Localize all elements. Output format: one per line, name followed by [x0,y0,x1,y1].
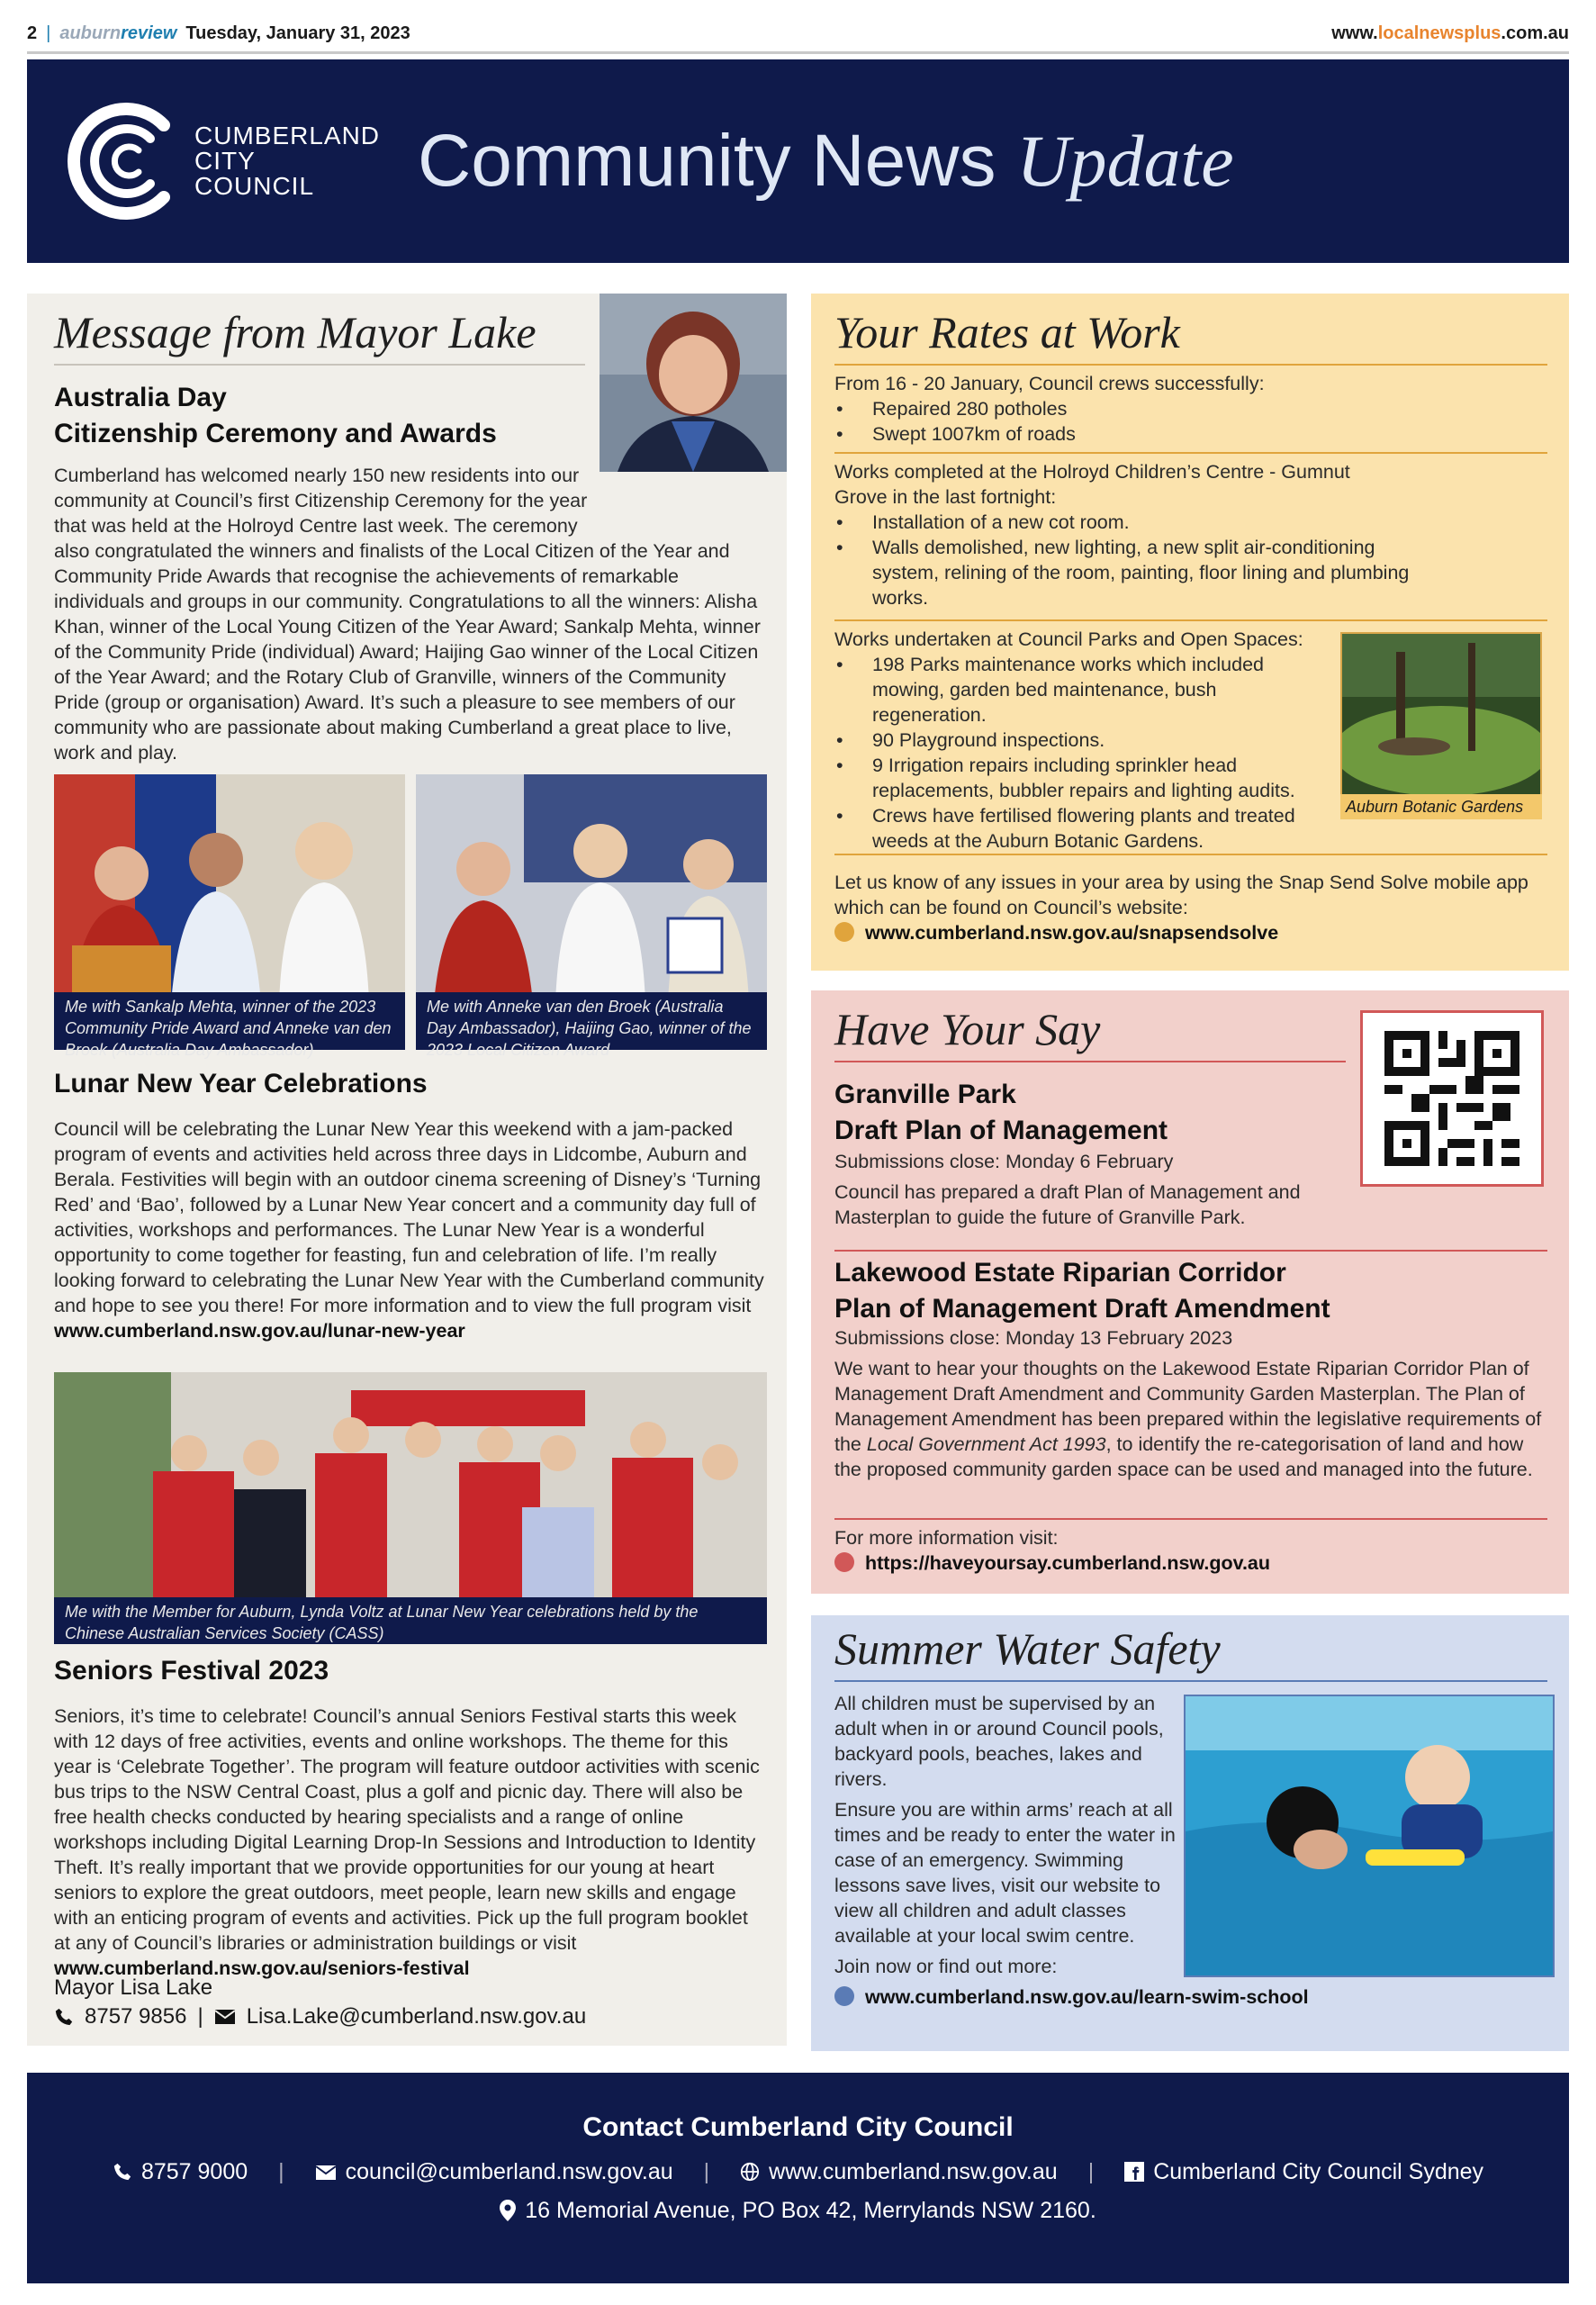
australia-day-text: Cumberland has welcomed nearly 150 new residents into our community at Council’s first Citizenship Ceremony for the year that was held at the Holroyd Centre last week. The ceremony also congratulated the winners and finalists of the Local Citizen of the Year and Community Pride Awards that recognise the achievements of remarkable individuals and groups in our community. Congratulations to all the winners: Alisha Khan, winner of the Local Young Citizen of the Year Award; Sankalp Mehta, winner of the Community Pride (individual) Award; Haijing Gao winner of the Local Citizen of the Year Award; and the Rotary Club of Granville, winners of the Community Pride (group or organisation) Award. It’s such a pleasure to see members of our community who are passionate about making Cumberland a great place to live, work and play. [54,465,761,764]
photo-botanic-gardens [1340,632,1542,798]
mayor-portrait-image [600,294,787,472]
parks-title: Works undertaken at Council Parks and Open Spaces: [834,628,1303,650]
banner-title-plain: Community News [418,120,996,202]
rates-intro-block [834,371,1547,447]
masthead-website[interactable] [1331,23,1569,44]
snap-text: Let us know of any issues in your area by using the Snap Send Solve mobile app which can be found on Council’s website: [834,872,1528,918]
rates-list-1 [834,396,1547,447]
footer-phone-group[interactable] [113,2159,248,2185]
divider [834,1250,1547,1252]
lakewood-body-b: , to identify the re-categorisation of land and how the proposed community garden space can be used and managed into the future. [834,1433,1533,1480]
site-highlight: localnewsplus [1377,23,1501,43]
water-link-row[interactable] [834,1984,1547,2010]
photo-lunar-new-year [54,1372,767,1599]
snap-link-row[interactable] [834,920,1547,945]
masthead-separator: | [46,23,51,43]
list-item: • Repaired 280 potholes [834,396,1547,421]
photo-botanic-gardens-image [1342,634,1540,796]
say-link[interactable]: https://haveyoursay.cumberland.nsw.gov.au [865,1552,1271,1574]
contact-divider: | [197,2004,203,2029]
footer-email: council@cumberland.nsw.gov.au [345,2159,673,2184]
snap-send-solve [834,870,1547,945]
header-banner [27,59,1569,263]
mayor-phone[interactable]: 8757 9856 [85,2004,187,2029]
mayor-signature: Mayor Lisa Lake [54,1975,213,2000]
masthead-left [27,23,410,44]
logo-line-1: CUMBERLAND [194,122,381,149]
rates-list-2 [834,510,1447,610]
mayor-contact-row [54,2002,756,2031]
logo-wordmark [194,122,381,200]
council-logo-icon [65,98,182,224]
photo-citizenship-2-caption: Me with Anneke van den Broek (Australia Day Ambassador), Haijing Gao, winner of the 2023 Local Citizen Award [416,992,767,1050]
seniors-title: Seniors Festival 2023 [54,1656,329,1686]
photo-lunar-caption: Me with the Member for Auburn, Lynda Voltz at Lunar New Year celebrations held by the Chinese Australian Services Society (CASS) [54,1597,767,1644]
footer-phone: 8757 9000 [140,2159,248,2184]
phone-icon [54,2007,74,2027]
footer-address-row [27,2198,1569,2224]
rates-heading: Your Rates at Work [834,306,1547,366]
more-info-label: For more information visit: [834,1527,1059,1549]
divider [834,619,1547,621]
qr-code-icon [1384,1031,1519,1166]
water-heading: Summer Water Safety [834,1623,1547,1682]
lunar-title: Lunar New Year Celebrations [54,1069,428,1098]
water-text [834,1691,1177,1979]
logo-line-2: CITY COUNCIL [194,147,315,200]
site-suffix: .com.au [1501,23,1569,43]
photo-swimming-image [1186,1696,1553,1975]
footer-divider: | [703,2159,710,2184]
water-link[interactable]: www.cumberland.nsw.gov.au/learn-swim-school [865,1986,1309,2008]
have-your-say-panel [811,990,1569,1594]
facebook-icon [1124,2162,1144,2182]
botanic-gardens-caption: Auburn Botanic Gardens [1340,794,1542,819]
footer-divider: | [278,2159,284,2184]
water-para-2: Ensure you are within arms’ reach at all times and be ready to enter the water in case of an emergency. Swimming lessons save lives, visit our website to view all children and adult classes available at your local swim centre. [834,1799,1176,1947]
granville-title-line-1: Granville Park [834,1080,1016,1109]
mayor-email[interactable]: Lisa.Lake@cumberland.nsw.gov.au [246,2004,587,2029]
envelope-icon [214,2009,236,2025]
footer-title: Contact Cumberland City Council [582,2112,1014,2142]
qr-code[interactable] [1360,1010,1544,1187]
granville-body: Council has prepared a draft Plan of Management and Masterplan to guide the future of Granville Park. [834,1181,1301,1228]
lakewood-title-line-1: Lakewood Estate Riparian Corridor [834,1258,1286,1288]
list-item: • 198 Parks maintenance works which included mowing, garden bed maintenance, bush regeneration. [834,652,1312,728]
footer-website-group[interactable] [740,2159,1058,2185]
rates-list-3 [834,652,1312,854]
mayor-portrait [600,294,787,472]
rates-panel [811,294,1569,971]
footer-website: www.cumberland.nsw.gov.au [769,2159,1058,2184]
divider [834,1518,1547,1520]
mayor-column [27,294,787,2046]
works-title: Works completed at the Holroyd Children’s Centre - Gumnut Grove in the last fortnight: [834,461,1350,508]
list-item: • Walls demolished, new lighting, a new split air-conditioning system, relining of the room, painting, floor lining and plumbing works. [834,535,1447,610]
photo-swimming [1184,1695,1555,1977]
snap-link[interactable]: www.cumberland.nsw.gov.au/snapsendsolve [865,922,1279,944]
footer-email-group[interactable] [315,2159,673,2185]
list-item: • Swept 1007km of roads [834,421,1547,447]
lakewood-body [834,1356,1547,1482]
lunar-text: Council will be celebrating the Lunar New Year this weekend with a jam-packed program of events and activities held across three days in Lidcombe, Auburn and Berala. Festivities will begin with an outdoor cinema screening of Disney’s ‘Turning Red’ and ‘Bao’, followed by a Lunar New Year concert and a community day full of activities, workshops and performances. The Lunar New Year is a wonderful opportunity to come together for feasting, fun and celebration of life. I’m really looking forward to celebrating the Lunar New Year with the Cumberland community and hope to see you there! For more information and to view the full program visit [54,1118,764,1316]
banner-title [418,119,1234,203]
footer-facebook-group[interactable] [1124,2159,1483,2185]
globe-icon [834,1552,854,1572]
lakewood-title-line-2: Plan of Management Draft Amendment [834,1294,1330,1324]
lakewood-body-a: We want to hear your thoughts on the Lakewood Estate Riparian Corridor Plan of Management Draft Amendment and Community Garden Masterplan. The Plan of Management Amendment has been prepared within the legislative requirements of the [834,1358,1542,1455]
mayor-heading: Message from Mayor Lake [54,306,585,366]
granville-title [834,1077,1348,1149]
footer-divider: | [1087,2159,1095,2184]
lunar-body [54,1116,769,1343]
contact-footer [27,2073,1569,2283]
footer-address: 16 Memorial Avenue, PO Box 42, Merrylands NSW 2160. [525,2198,1096,2223]
australia-day-title-line-1: Australia Day [54,383,227,412]
footer-facebook: Cumberland City Council Sydney [1153,2159,1484,2184]
photo-citizenship-1-caption: Me with Sankalp Mehta, winner of the 2023 Community Pride Award and Anneke van den Broek (Australia Day Ambassador) [54,992,405,1050]
australia-day-title [54,380,594,452]
globe-icon [834,1986,854,2006]
granville-close: Submissions close: Monday 6 February [834,1151,1174,1172]
banner-title-italic: Update [1016,120,1234,202]
list-item: • 90 Playground inspections. [834,728,1312,753]
brand-auburn: auburn [59,23,122,43]
seniors-body [54,1704,769,1981]
list-item: • Installation of a new cot room. [834,510,1447,535]
photo-lunar-new-year-image [54,1372,767,1599]
globe-icon [834,922,854,942]
granville-title-line-2: Draft Plan of Management [834,1116,1168,1145]
say-link-row[interactable] [834,1550,1547,1576]
footer-contact-row [27,2159,1569,2185]
water-join: Join now or find out more: [834,1956,1058,1977]
divider [834,854,1547,855]
lakewood-close: Submissions close: Monday 13 February 2023 [834,1327,1233,1349]
lakewood-title [834,1255,1547,1327]
seniors-text: Seniors, it’s time to celebrate! Council’s annual Seniors Festival starts this week with 12 days of free activities, events and online workshops. The theme for this year is ‘Celebrate Together’. The program will feature outdoor activities with scenic bus trips to the NSW Central Coast, plus a golf and picnic day. There will also be free health checks conducted by hearing specialists and a range of online workshops including Digital Learning Drop-In Sessions and Introduction to Identity Theft. It’s really important that we provide opportunities for our young at heart seniors to explore the great outdoors, meet people, learn new skills and engage with an enticing program of events and activities. Pick up the full program booklet at any of Council’s libraries or administration buildings or visit [54,1705,760,1954]
photo-citizenship-1-image [54,774,405,1003]
lakewood-act: Local Government Act 1993 [866,1433,1106,1455]
water-para-1: All children must be supervised by an adult when in or around Council pools, backyard pools, beaches, lakes and rivers. [834,1693,1164,1790]
phone-icon [113,2162,132,2182]
rates-intro: From 16 - 20 January, Council crews successfully: [834,373,1265,394]
say-heading: Have Your Say [834,1003,1346,1062]
lunar-link[interactable]: www.cumberland.nsw.gov.au/lunar-new-year [54,1320,465,1342]
envelope-icon [315,2165,337,2181]
lakewood-details [834,1325,1547,1482]
photo-citizenship-1 [54,774,405,1003]
australia-day-title-line-2: Citizenship Ceremony and Awards [54,419,497,448]
site-prefix: www. [1331,23,1378,43]
text-wrap-spacer [607,463,769,515]
issue-date: Tuesday, January 31, 2023 [185,23,410,43]
divider [834,452,1547,454]
granville-details [834,1149,1357,1230]
australia-day-body [54,463,769,765]
location-pin-icon [500,2200,516,2221]
list-item: • Crews have fertilised flowering plants and treated weeds at the Auburn Botanic Gardens. [834,803,1312,854]
photo-citizenship-2 [416,774,767,1003]
mayor-signature-block [54,1974,756,2031]
list-item: • 9 Irrigation repairs including sprinkler head replacements, bubbler repairs and lighting audits. [834,753,1312,803]
masthead [27,16,1569,54]
seniors-link[interactable]: www.cumberland.nsw.gov.au/seniors-festival [54,1957,470,1979]
say-more-info [834,1525,1547,1576]
photo-citizenship-2-image [416,774,767,1003]
globe-icon [740,2162,760,2182]
brand-review: review [121,23,177,43]
water-safety-panel [811,1615,1569,2051]
page-number: 2 [27,23,38,43]
